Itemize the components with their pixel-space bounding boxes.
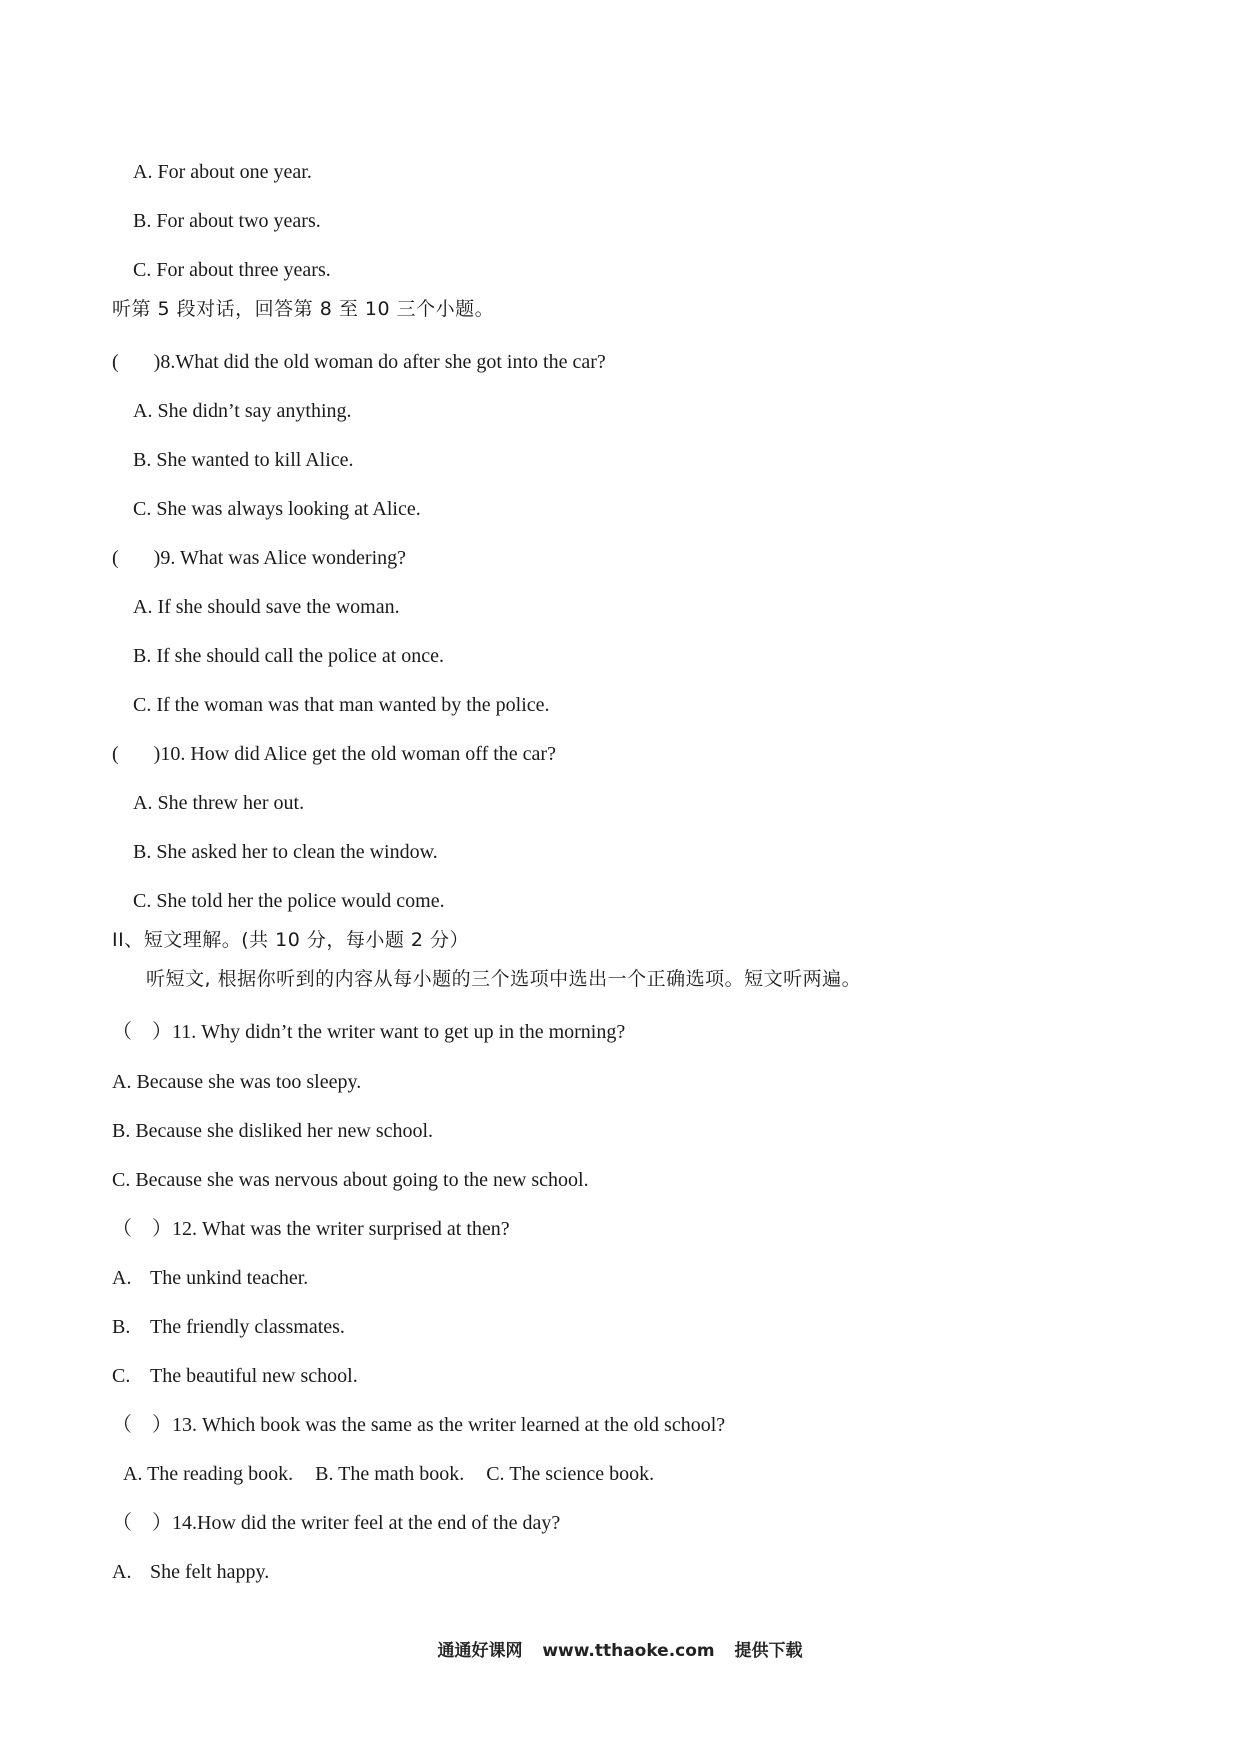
q12-option-c-label: C. <box>112 1365 131 1387</box>
q8-answer-bracket: ( ) <box>112 351 161 373</box>
q11-option-a: A. Because she was too sleepy. <box>112 1071 362 1093</box>
section-2-instruction: 听短文, 根据你听到的内容从每小题的三个选项中选出一个正确选项。短文听两遍。 <box>146 968 862 990</box>
q13-text: 13. Which book was the same as the writer learned at the old school? <box>172 1414 726 1436</box>
q9-text: 9. What was Alice wondering? <box>160 547 407 569</box>
q7-option-a: A. For about one year. <box>133 161 312 183</box>
q12-option-c <box>112 1364 358 1388</box>
q9-option-c: C. If the woman was that man wanted by the police. <box>133 694 550 716</box>
page-footer <box>0 1636 1240 1661</box>
q13-option-b: B. The math book. <box>315 1463 465 1485</box>
q12-question <box>112 1217 510 1241</box>
q10-option-a: A. She threw her out. <box>133 792 305 814</box>
q14-text: 14.How did the writer feel at the end of the day? <box>172 1512 561 1534</box>
q10-text: 10. How did Alice get the old woman off the car? <box>160 743 556 765</box>
footer-site-name: 通通好课网 <box>437 1641 523 1661</box>
q12-option-c-text: The beautiful new school. <box>150 1365 358 1387</box>
q7-option-c: C. For about three years. <box>133 259 331 281</box>
q12-option-b-label: B. <box>112 1316 131 1338</box>
q12-option-a-text: The unkind teacher. <box>150 1267 309 1289</box>
q13-option-a: A. The reading book. <box>123 1463 294 1485</box>
q11-text: 11. Why didn’t the writer want to get up in the morning? <box>172 1021 626 1043</box>
q10-option-c: C. She told her the police would come. <box>133 890 445 912</box>
footer-suffix: 提供下载 <box>734 1641 803 1661</box>
q10-option-b: B. She asked her to clean the window. <box>133 841 438 863</box>
q14-option-a-text: She felt happy. <box>150 1561 270 1583</box>
q12-answer-bracket: （ ） <box>112 1218 172 1240</box>
q11-question <box>112 1020 625 1044</box>
q14-option-a-label: A. <box>112 1561 132 1583</box>
q12-option-b-text: The friendly classmates. <box>150 1316 345 1338</box>
q8-option-b: B. She wanted to kill Alice. <box>133 449 354 471</box>
q7-option-b: B. For about two years. <box>133 210 321 232</box>
q13-option-c: C. The science book. <box>486 1463 655 1485</box>
q8-option-a: A. She didn’t say anything. <box>133 400 352 422</box>
footer-url[interactable]: www.tthaoke.com <box>542 1641 715 1661</box>
q9-answer-bracket: ( ) <box>112 547 161 569</box>
instruction-dialogue-5: 听第 5 段对话，回答第 8 至 10 三个小题。 <box>112 298 495 320</box>
q13-question <box>112 1413 725 1437</box>
q11-option-c: C. Because she was nervous about going to the new school. <box>112 1169 589 1191</box>
q11-option-b: B. Because she disliked her new school. <box>112 1120 434 1142</box>
q11-answer-bracket: （ ） <box>112 1021 172 1043</box>
q12-option-a <box>112 1266 308 1290</box>
q14-question <box>112 1511 560 1535</box>
q9-option-b: B. If she should call the police at once. <box>133 645 445 667</box>
q10-question <box>112 742 556 766</box>
q12-option-a-label: A. <box>112 1267 132 1289</box>
q8-option-c: C. She was always looking at Alice. <box>133 498 421 520</box>
q9-option-a: A. If she should save the woman. <box>133 596 400 618</box>
section-2-heading: II、短文理解。(共 10 分，每小题 2 分） <box>112 929 470 951</box>
q13-options <box>123 1462 654 1486</box>
q9-question <box>112 546 406 570</box>
q14-answer-bracket: （ ） <box>112 1512 172 1534</box>
q12-text: 12. What was the writer surprised at then? <box>172 1218 510 1240</box>
q12-option-b <box>112 1315 345 1339</box>
q14-option-a <box>112 1560 269 1584</box>
q13-answer-bracket: （ ） <box>112 1414 172 1436</box>
q8-question <box>112 350 606 374</box>
q10-answer-bracket: ( ) <box>112 743 161 765</box>
q8-text: 8.What did the old woman do after she got into the car? <box>160 351 606 373</box>
